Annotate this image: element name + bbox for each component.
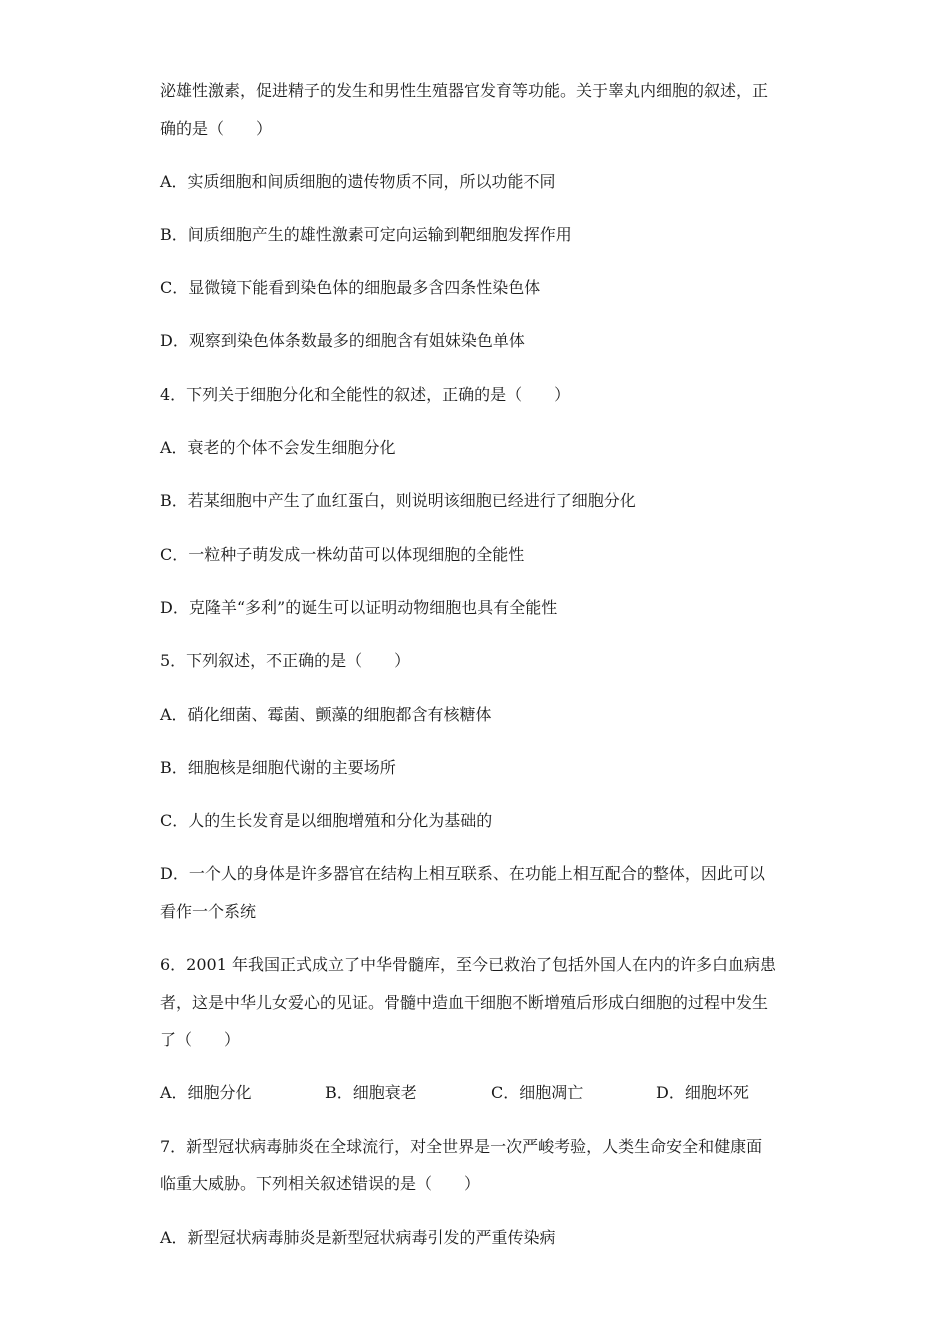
q3-option-c: C．显微镜下能看到染色体的细胞最多含四条性染色体 [160, 278, 541, 297]
q4-option-a: A．衰老的个体不会发生细胞分化 [160, 438, 396, 457]
q3-stem-line-2: 确的是（ ） [160, 119, 273, 138]
q6-option-a: A．细胞分化 [160, 1083, 252, 1102]
q7-option-a: A．新型冠状病毒肺炎是新型冠状病毒引发的严重传染病 [160, 1228, 556, 1247]
q6-option-c: C．细胞凋亡 [491, 1083, 584, 1102]
q4-option-c: C．一粒种子萌发成一株幼苗可以体现细胞的全能性 [160, 545, 525, 564]
q7-stem-line-2: 临重大威胁。下列相关叙述错误的是（ ） [160, 1174, 481, 1193]
q5-option-d-line-1: D．一个人的身体是许多器官在结构上相互联系、在功能上相互配合的整体，因此可以 [160, 864, 765, 883]
q4-option-b: B．若某细胞中产生了血红蛋白，则说明该细胞已经进行了细胞分化 [160, 491, 636, 510]
q6-option-d: D．细胞坏死 [656, 1083, 749, 1102]
q5-option-b: B．细胞核是细胞代谢的主要场所 [160, 758, 396, 777]
q6-stem-line-2: 者，这是中华儿女爱心的见证。骨髓中造血干细胞不断增殖后形成白细胞的过程中发生 [160, 993, 769, 1012]
q4-option-d: D．克隆羊“多利”的诞生可以证明动物细胞也具有全能性 [160, 598, 558, 617]
q5-option-d-line-2: 看作一个系统 [160, 902, 257, 921]
q6-stem-line-3: 了（ ） [160, 1030, 241, 1049]
q7-stem-line-1: 7．新型冠状病毒肺炎在全球流行，对全世界是一次严峻考验，人类生命安全和健康面 [160, 1137, 763, 1156]
q6-stem-line-1: 6．2001 年我国正式成立了中华骨髓库，至今已救治了包括外国人在内的许多白血病患 [160, 955, 776, 974]
q6-options-row [160, 1083, 810, 1103]
q3-option-d: D．观察到染色体条数最多的细胞含有姐妹染色单体 [160, 331, 525, 350]
q5-option-a: A．硝化细菌、霉菌、颤藻的细胞都含有核糖体 [160, 705, 492, 724]
q3-option-b: B．间质细胞产生的雄性激素可定向运输到靶细胞发挥作用 [160, 225, 572, 244]
q3-option-a: A．实质细胞和间质细胞的遗传物质不同，所以功能不同 [160, 172, 556, 191]
q5-stem: 5．下列叙述，不正确的是（ ） [160, 651, 411, 670]
q6-option-b: B．细胞衰老 [325, 1083, 417, 1102]
q5-option-c: C．人的生长发育是以细胞增殖和分化为基础的 [160, 811, 493, 830]
q3-stem-line-1: 泌雄性激素，促进精子的发生和男性生殖器官发育等功能。关于睾丸内细胞的叙述，正 [160, 81, 769, 100]
q4-stem: 4．下列关于细胞分化和全能性的叙述，正确的是（ ） [160, 385, 571, 404]
